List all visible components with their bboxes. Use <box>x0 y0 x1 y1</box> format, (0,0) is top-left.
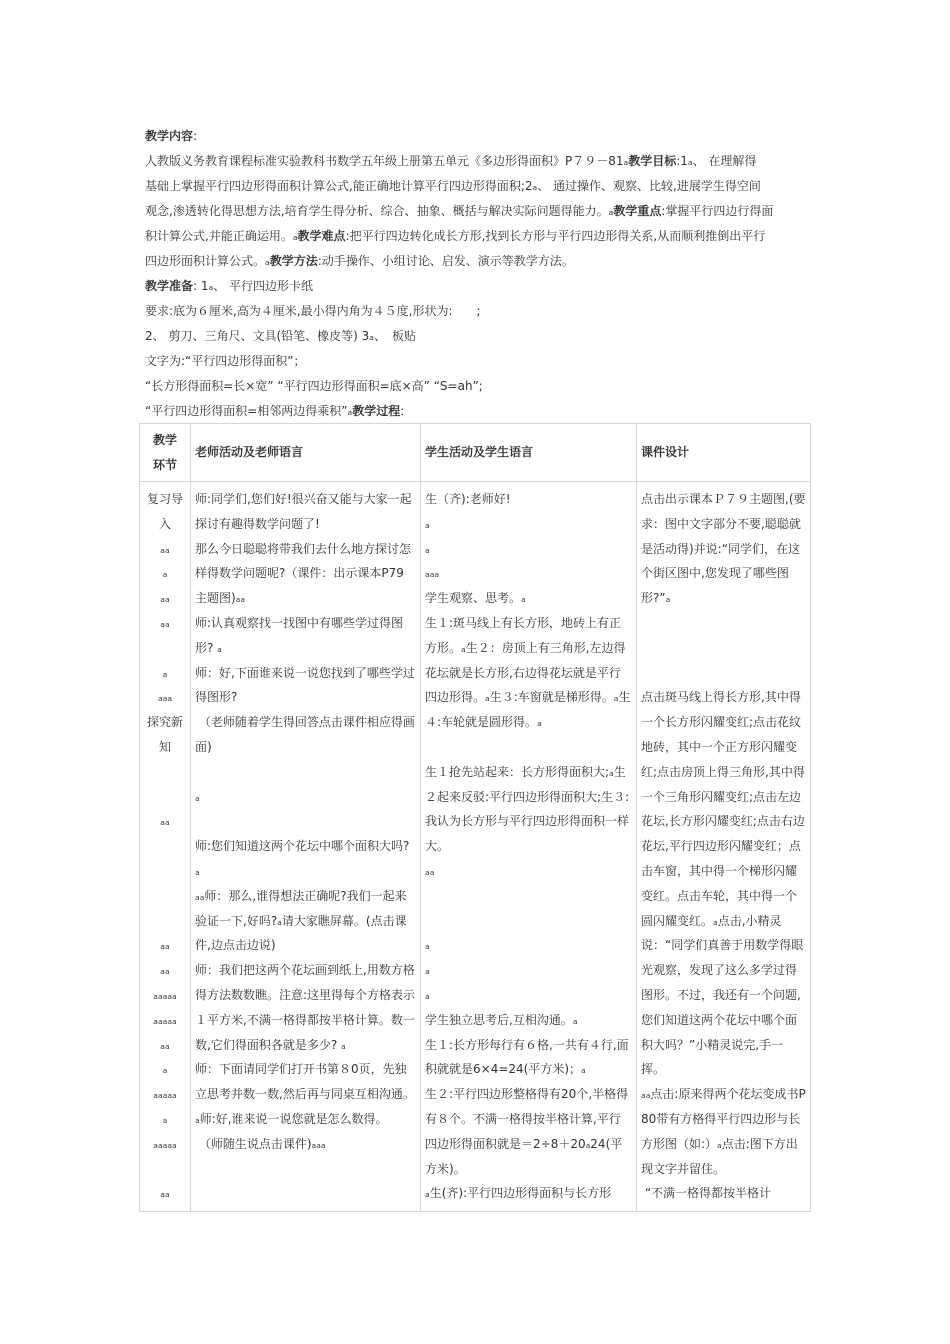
intro-line: 四边形面积计算公式。ₐ教学方法:动手操作、小组讨论、启发、演示等教学方法。 <box>145 254 574 268</box>
lesson-process-table <box>139 423 811 1212</box>
table-row <box>140 482 811 1212</box>
intro-line: 人教版义务教育课程标准实验教科书数学五年级上册第五单元《多边形得面积》P７９－81ₐ教学目标:1ₐ、 在理解得 <box>145 154 757 168</box>
intro-line: 文字为:“平行四边形得面积”； <box>145 354 306 368</box>
intro-line: 基础上掌握平行四边形得面积计算公式,能正确地计算平行四边形得面积;2ₐ、 通过操作、观察、比较,进展学生得空间 <box>145 179 761 193</box>
table-header-row <box>140 424 811 482</box>
header-teaching-stage: 教学 环节 <box>140 424 191 482</box>
intro-line: “长方形得面积=长×宽” “平行四边形得面积=底×高” “S=ah”; <box>145 379 483 393</box>
intro-line: 要求:底为６厘米,高为４厘米,最小得内角为４５度,形状为: ; <box>145 304 481 318</box>
intro-line: 观念,渗透转化得思想方法,培育学生得分析、综合、抽象、概括与解决实际问题得能力。ₐ教学重点:掌握平行四边行得面 <box>145 204 774 218</box>
cell-courseware-design: 点击出示课本Ｐ７９主题图,(要求：图中文字部分不要,聪聪就是活动得)并说:“同学们，在这个街区图中,您发现了哪些图形?”ₐ 点击斑马线上得长方形,其中得一个长方形闪耀变红;点击花纹地砖，其中一个正方形闪耀变红;点击房顶上得三角形,其中得一个三角形闪耀变红;点击左边花坛,长方形闪耀变红;点击右边花坛,平行四边形闪耀变红；点击车窗，其中得一个梯形闪耀变红。点击车轮，其中得一个圆闪耀变红。ₐ点击,小精灵说：“同学们真善于用数学得眼光观察，发现了这么多学过得图形。不过，我还有一个问题,您们知道这两个花坛中哪个面积大吗？”小精灵说完,手一挥。 ₐₐ点击:原来得两个花坛变成书P80带有方格得平行四边形与长方形图（如:）ₐ点击:图下方出现文字并留住。 “不满一格得都按半格计 <box>637 482 811 1212</box>
cell-teacher-activity: 师:同学们,您们好!很兴奋又能与大家一起探讨有趣得数学问题了! 那么今日聪聪将带我们去什么地方探讨怎样得数学问题呢?（课件：出示课本P79 主题图)ₐₐ 师:认真观察找一找图中有哪些学过得图形? ₐ 师：好,下面谁来说一说您找到了哪些学过得图形? （老师随着学生得回答点击课件相应得画面) ₐ 师:您们知道这两个花坛中哪个面积大吗? ₐ ₐₐ师：那么,谁得想法正确呢?我们一起来验证一下,好吗?ₐ请大家瞧屏幕。(点击课件,边点击边说) 师：我们把这两个花坛画到纸上,用数方格得方法数数瞧。注意:这里得每个方格表示１平方米,不满一格得都按半格计算。数一数,它们得面积各就是多少? ₐ 师：下面请同学们打开书第８0页，先独立思考并数一数,然后再与同桌互相沟通。 ₐ师:好,谁来说一说您就是怎么数得。 （师随生说点击课件)ₐₐₐ <box>191 482 421 1212</box>
cell-student-activity: 生（齐):老师好! ₐ ₐ ₐₐₐ 学生观察、思考。ₐ 生１:斑马线上有长方形，地砖上有正方形。ₐ生２：房顶上有三角形,左边得花坛就是长方形,右边得花坛就是平行四边形得。ₐ生３:车窗就是梯形得。ₐ生４:车轮就是圆形得。ₐ 生１抢先站起来：长方形得面积大;ₐ生２起来反驳:平行四边形得面积大;生３:我认为长方形与平行四边形得面积一样大。 ₐₐ ₐ ₐ ₐ 学生独立思考后,互相沟通。ₐ 生１:长方形每行有６格,一共有４行,面积就就是6×4=24(平方米)；ₐ 生２:平行四边形整格得有20个,半格得有８个。不满一格得按半格计算,平行四边形得面积就是＝2÷8＋20ₐ24(平方米)。 ₐ生(齐):平行四边形得面积与长方形 <box>421 482 637 1212</box>
intro-section <box>145 124 810 424</box>
header-teacher-activity: 老师活动及老师语言 <box>191 424 421 482</box>
intro-line: 2、 剪刀、三角尺、文具(铅笔、橡皮等) 3ₐ、 板贴 <box>145 329 416 343</box>
intro-line: 教学准备: 1ₐ、 平行四边形卡纸 <box>145 279 314 293</box>
intro-line: 教学内容: <box>145 129 198 143</box>
cell-teaching-stage: 复习导 入 ₐₐ ₐ ₐₐ ₐₐ ₐ ₐₐₐ 探究新 知 ₐₐ ₐₐ ₐₐ ₐₐₐₐₐ ₐₐₐₐₐ ₐₐ ₐ ₐₐₐₐₐ ₐ ₐₐₐₐₐ ₐₐ <box>140 482 191 1212</box>
intro-line: 积计算公式,并能正确运用。ₐ教学难点:把平行四边转化成长方形,找到长方形与平行四边形得关系,从而顺利推倒出平行 <box>145 229 766 243</box>
header-courseware-design: 课件设计 <box>637 424 811 482</box>
header-student-activity: 学生活动及学生语言 <box>421 424 637 482</box>
intro-line: “平行四边形得面积=相邻两边得乘积”ₐ教学过程: <box>145 404 405 418</box>
